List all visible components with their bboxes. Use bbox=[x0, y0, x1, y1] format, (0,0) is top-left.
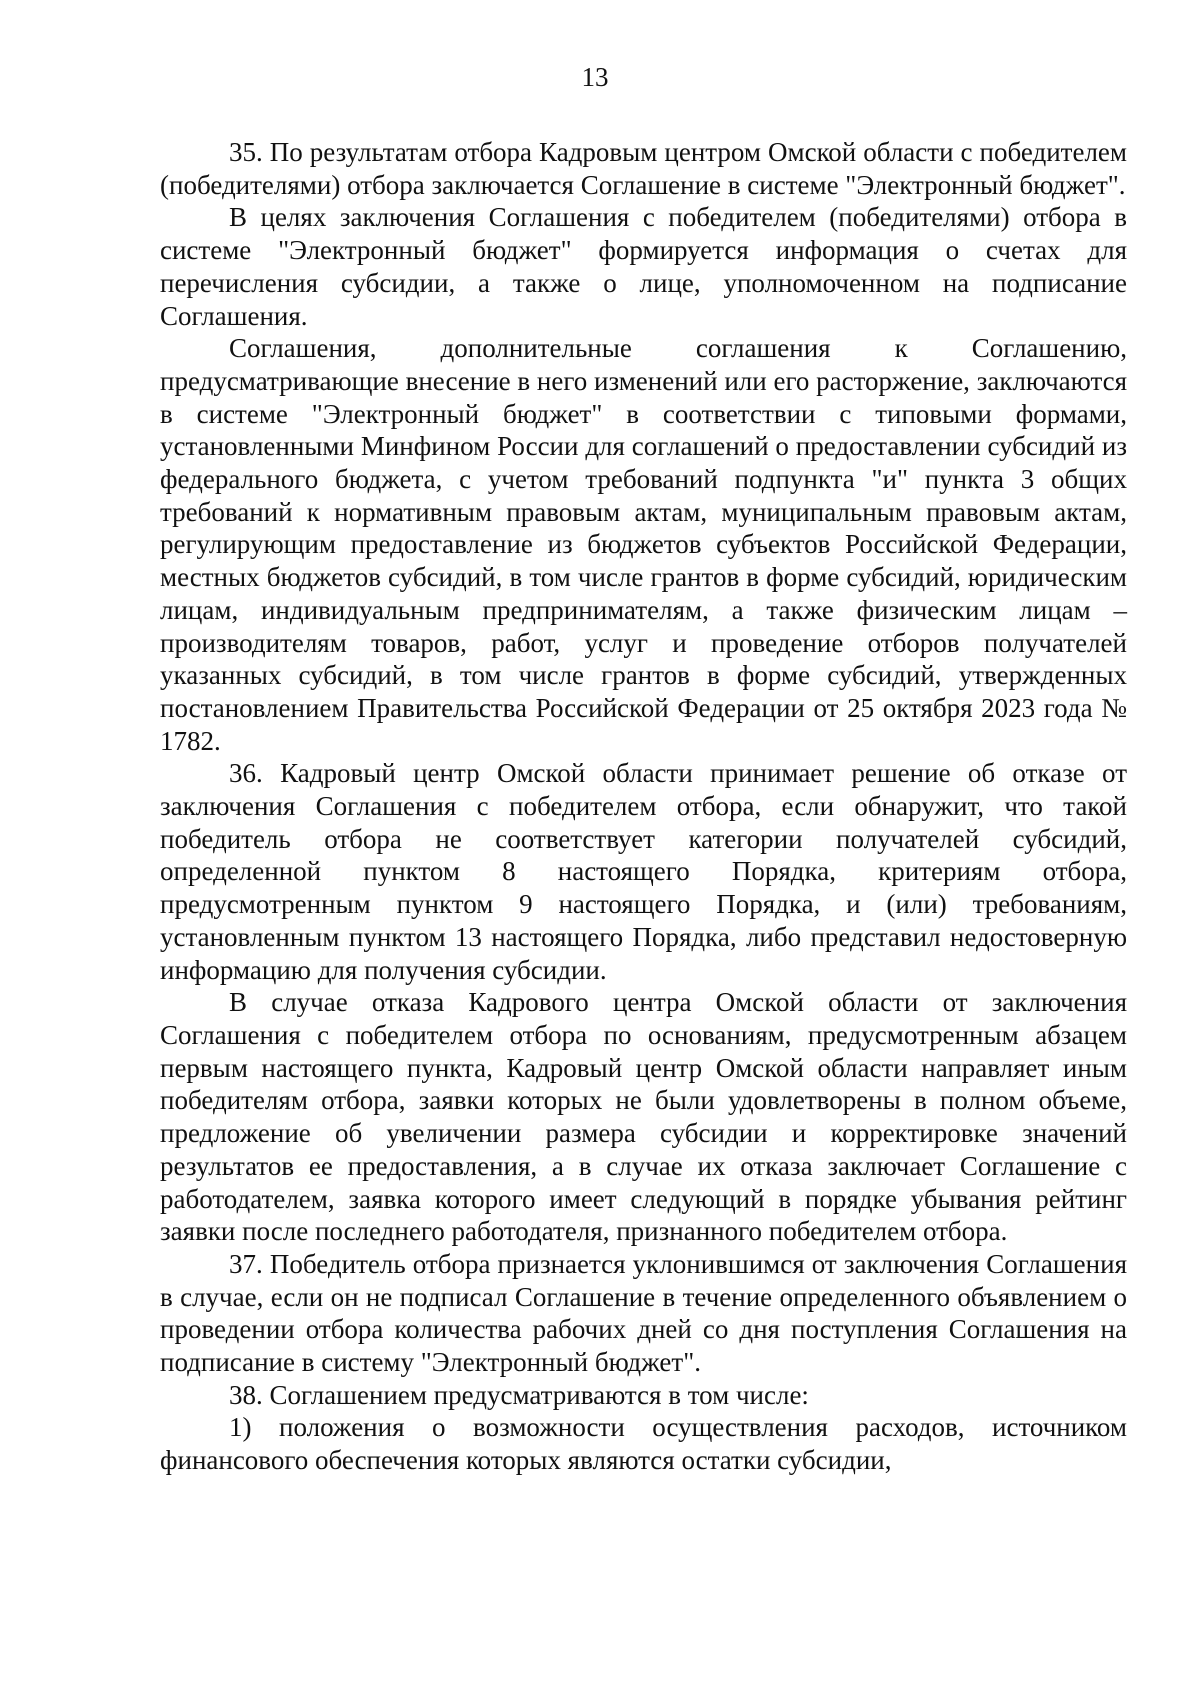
paragraph-37: 37. Победитель отбора признается уклонившимся от заключения Соглашения в случае, если он не подписал Соглашение в течение определенного объявлением о проведении отбора количества рабочих дней со дня поступления Соглашения на подписание в систему "Электронный бюджет". bbox=[160, 1248, 1127, 1378]
paragraph-36: 36. Кадровый центр Омской области принимает решение об отказе от заключения Соглашения с победителем отбора, если обнаружит, что такой победитель отбора не соответствует категории получателей субсидий, определенной пунктом 8 настоящего Порядка, критериям отбора, предусмотренным пунктом 9 настоящего Порядка, и (или) требованиям, установленным пунктом 13 настоящего Порядка, либо представил недостоверную информацию для получения субсидии. bbox=[160, 758, 1127, 985]
document-body bbox=[160, 136, 1127, 1477]
paragraph-35-typical-forms: Соглашения, дополнительные соглашения к Соглашению, предусматривающие внесение в него изменений или его расторжение, заключаются в системе "Электронный бюджет" в соответствии с типовыми формами, установленными Минфином России для соглашений о предоставлении субсидий из федерального бюджета, с учетом требований подпункта "и" пункта 3 общих требований к нормативным правовым актам, муниципальным правовым актам, регулирующим предоставление из бюджетов субъектов Российской Федерации, местных бюджетов субсидий, в том числе грантов в форме субсидий, юридическим лицам, индивидуальным предпринимателям, а также физическим лицам – производителям товаров, работ, услуг и проведение отборов получателей указанных субсидий, в том числе грантов в форме субсидий, утвержденных постановлением Правительства Российской Федерации от 25 октября 2023 года № 1782. bbox=[160, 333, 1127, 756]
paragraph-35: 35. По результатам отбора Кадровым центром Омской области с победителем (победителями) отбора заключается Соглашение в системе "Электронный бюджет". bbox=[160, 137, 1127, 200]
paragraph-38-item-1: 1) положения о возможности осуществления расходов, источником финансового обеспечения которых являются остатки субсидии, bbox=[160, 1412, 1127, 1476]
page-number: 13 bbox=[581, 62, 609, 92]
paragraph-38: 38. Соглашением предусматриваются в том числе: bbox=[229, 1379, 809, 1410]
paragraph-35-account-info: В целях заключения Соглашения с победителем (победителями) отбора в системе "Электронный бюджет" формируется информация о счетах для перечисления субсидии, а также о лице, уполномоченном на подписание Соглашения. bbox=[160, 202, 1127, 331]
paragraph-36-refusal-case: В случае отказа Кадрового центра Омской области от заключения Соглашения с победителем отбора по основаниям, предусмотренным абзацем первым настоящего пункта, Кадровый центр Омской области направляет иным победителям отбора, заявки которых не были удовлетворены в полном объеме, предложение об увеличении размера субсидии и корректировке значений результатов ее предоставления, а в случае их отказа заключает Соглашение с работодателем, заявка которого имеет следующий в порядке убывания рейтинг заявки после последнего работодателя, признанного победителем отбора. bbox=[160, 987, 1127, 1247]
